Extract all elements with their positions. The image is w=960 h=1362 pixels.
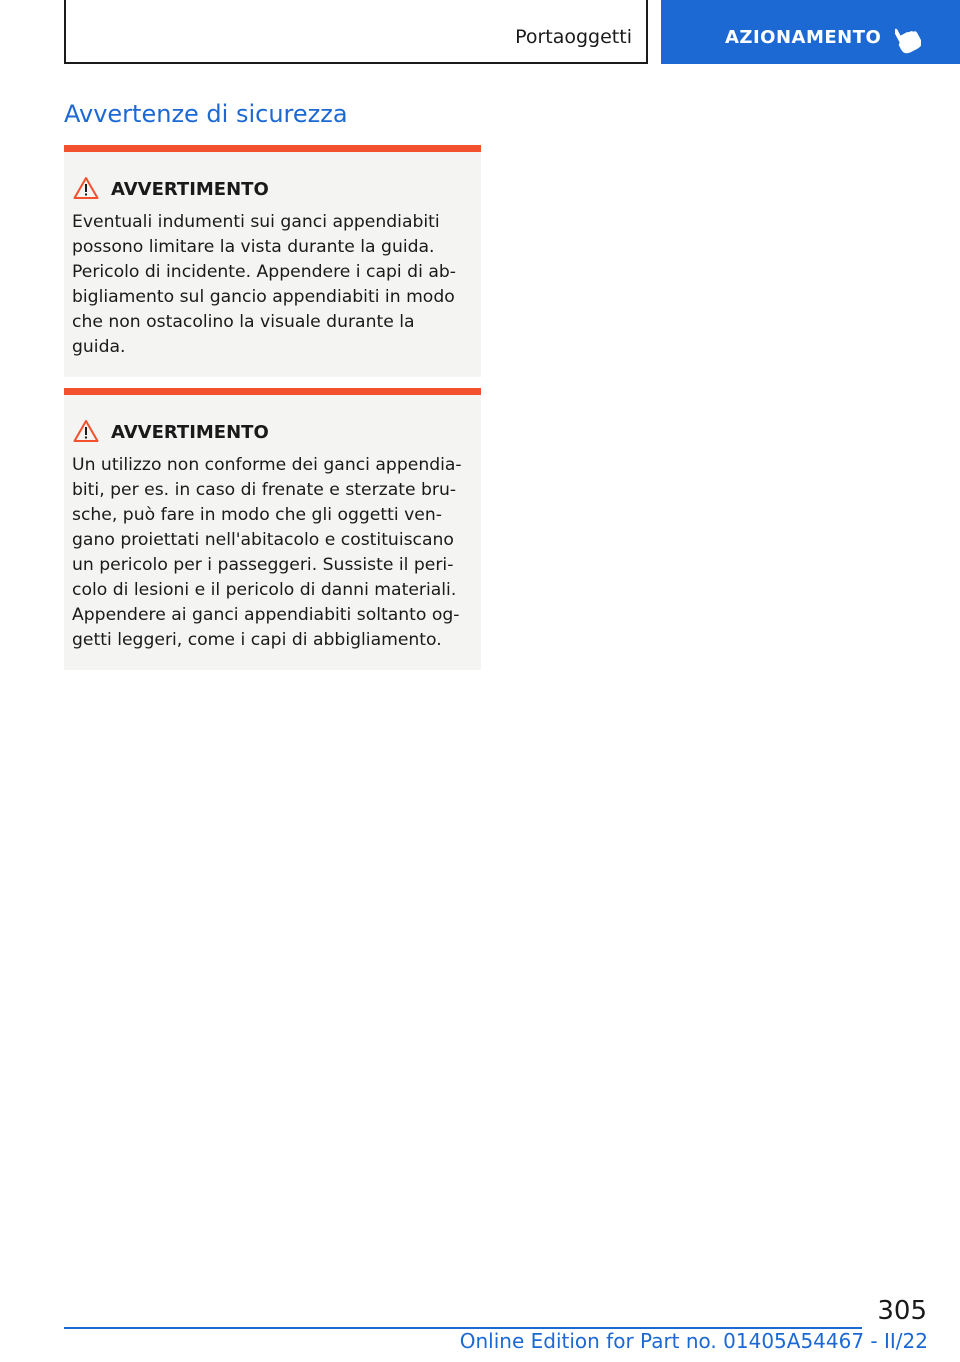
warning-triangle-icon bbox=[73, 419, 99, 443]
warning-text-line: Un utilizzo non conforme dei ganci appendia- bbox=[72, 455, 462, 475]
header-section-box bbox=[64, 0, 648, 64]
section-title: Avvertenze di sicurezza bbox=[64, 100, 348, 128]
warning-text-line: Eventuali indumenti sui ganci appendiabiti bbox=[72, 212, 440, 232]
hand-pointer-icon bbox=[895, 24, 921, 54]
warning-text bbox=[72, 210, 477, 360]
warning-text-line: guida. bbox=[72, 337, 126, 357]
warning-triangle-icon bbox=[73, 176, 99, 200]
warning-text-line: che non ostacolino la visuale durante la bbox=[72, 312, 415, 332]
warning-box bbox=[64, 388, 481, 670]
warning-text bbox=[72, 453, 477, 653]
warning-text-line: possono limitare la vista durante la guida. bbox=[72, 237, 435, 257]
page-number: 305 bbox=[877, 1296, 927, 1326]
warning-text-line: colo di lesioni e il pericolo di danni materiali. bbox=[72, 580, 457, 600]
footer-edition-text: Online Edition for Part no. 01405A54467 - II/22 bbox=[459, 1329, 928, 1353]
warning-text-line: gano proiettati nell'abitacolo e costituiscano bbox=[72, 530, 454, 550]
header-chapter-title: AZIONAMENTO bbox=[725, 27, 882, 48]
warning-label: AVVERTIMENTO bbox=[111, 179, 269, 200]
header-chapter-tab[interactable] bbox=[661, 0, 960, 64]
warning-text-line: un pericolo per i passeggeri. Sussiste il peri- bbox=[72, 555, 454, 575]
warning-label: AVVERTIMENTO bbox=[111, 422, 269, 443]
warning-text-line: getti leggeri, come i capi di abbigliamento. bbox=[72, 630, 442, 650]
header-section-title: Portaoggetti bbox=[515, 26, 632, 48]
warning-text-line: bigliamento sul gancio appendiabiti in modo bbox=[72, 287, 455, 307]
warning-text-line: sche, può fare in modo che gli oggetti ven- bbox=[72, 505, 442, 525]
warning-text-line: Pericolo di incidente. Appendere i capi di ab- bbox=[72, 262, 456, 282]
warning-text-line: Appendere ai ganci appendiabiti soltanto og- bbox=[72, 605, 460, 625]
warning-text-line: biti, per es. in caso di frenate e sterzate bru- bbox=[72, 480, 457, 500]
warning-box bbox=[64, 145, 481, 377]
